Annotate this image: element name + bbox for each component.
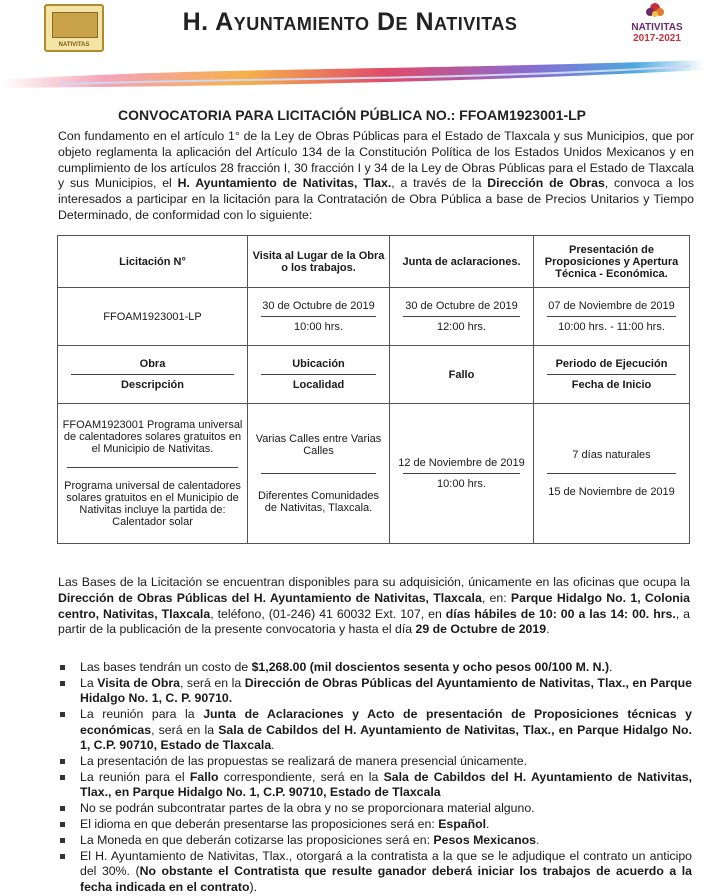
bullet-icon	[60, 759, 65, 764]
convocatoria-title: CONVOCATORIA PARA LICITACIÓN PÚBLICA NO.: FFOAM1923001-LP	[118, 107, 586, 123]
nativitas-logo	[622, 0, 692, 46]
junta-cell	[390, 288, 534, 346]
bullet-icon	[60, 712, 65, 717]
header-periodo-inicio: Periodo de Ejecución Fecha de Inicio	[534, 346, 690, 404]
header-visita: Visita al Lugar de la Obra o los trabajos.	[248, 236, 390, 288]
visita-time: 10:00 hrs.	[294, 321, 343, 333]
visita-date: 30 de Octubre de 2019	[262, 300, 375, 312]
list-item: La reunión para el Fallo correspondiente, será en la Sala de Cabildos del H. Ayuntamiento de Nativitas, Tlax., en Parque Hidalgo No. 1, C.P. 90710, Estado de Tlaxcala	[58, 770, 692, 801]
fallo-time: 10:00 hrs.	[437, 478, 486, 490]
list-item: La Moneda en que deberán cotizarse las proposiciones será en: Pesos Mexicanos.	[58, 833, 692, 848]
logo-years: 2017-2021	[633, 33, 681, 44]
junta-date: 30 de Octubre de 2019	[405, 300, 518, 312]
ubicacion-text: Varias Calles entre Varias Calles	[255, 433, 382, 457]
conditions-list	[58, 660, 692, 896]
periodo-text: 7 días naturales	[572, 449, 651, 461]
header-junta: Junta de aclaraciones.	[390, 236, 534, 288]
bullet-icon	[60, 822, 65, 827]
bases-paragraph: Las Bases de la Licitación se encuentran disponibles para su adquisición, únicamente en las oficinas que ocupa la Dirección de Obras Públicas del H. Ayuntamiento de Nativitas, Tlaxcala, en: Parque Hidalgo No. 1, Colonia centro, Nativitas, Tlaxcala, teléfono, (01-246) 41 60032 Ext. 107, en días hábiles de 10: 00 a las 14: 00. hrs., a partir de la publicación de la presente convocatoria y hasta el día 29 de Octubre de 2019.	[58, 575, 690, 637]
visita-cell	[248, 288, 390, 346]
flower-icon	[644, 0, 666, 20]
list-item: La reunión para la Junta de Aclaraciones y Acto de presentación de Proposiciones técnicas y económicas, será en la Sala de Cabildos del H. Ayuntamiento de Nativitas, Tlax., en Parque Hidalgo No. 1, C.P. 90710, Estado de Tlaxcala.	[58, 707, 692, 753]
page-title: H. Ayuntamiento De Nativitas	[182, 8, 518, 36]
bullet-icon	[60, 665, 65, 670]
municipal-seal	[44, 4, 104, 52]
bullet-icon	[60, 681, 65, 686]
fallo-date: 12 de Noviembre de 2019	[398, 457, 525, 469]
fallo-cell	[390, 404, 534, 544]
header-ubicacion-localidad: Ubicación Localidad	[248, 346, 390, 404]
decorative-swoosh	[0, 54, 704, 98]
list-item: La Visita de Obra, será en la Dirección de Obras Públicas del Ayuntamiento de Nativitas, Tlax., en Parque Hidalgo No. 1, C. P. 90710.	[58, 676, 692, 707]
list-item: No se podrán subcontratar partes de la obra y no se proporcionara material alguno.	[58, 801, 692, 816]
intro-paragraph: Con fundamento en el artículo 1° de la Ley de Obras Públicas para el Estado de Tlaxcala y sus Municipios, que por objeto reglamenta la aplicación del Artículo 134 de la Constitución Política de los Estados Unidos Mexicanos y en cumplimiento de los artículos 28 fracción I, 30 fracción I y 34 de la Ley de Obras Públicas para el Estado de Tlaxcala y sus Municipios, el H. Ayuntamiento de Nativitas, Tlax., a través de la Dirección de Obras, convoca a los interesados a participar en la licitación para la Contratación de Obra Pública a base de Precios Unitarios y Tiempo Determinado, de conformidad con lo siguiente:	[58, 129, 695, 222]
descripcion-text: Programa universal de calentadores solares gratuitos en el Municipio de Nativitas incluye la partida de: Calentador solar	[64, 480, 241, 528]
localidad-text: Diferentes Comunidades de Nativitas, Tlaxcala.	[257, 490, 380, 514]
presentacion-cell	[534, 288, 690, 346]
licitacion-number: FFOAM1923001-LP	[58, 288, 248, 346]
bullet-icon	[60, 806, 65, 811]
list-item: Las bases tendrán un costo de $1,268.00 (mil doscientos sesenta y ocho pesos 00/100 M. N.).	[58, 660, 692, 675]
seal-building-icon	[52, 12, 98, 38]
header-presentacion: Presentación de Proposiciones y Apertura Técnica - Económica.	[534, 236, 690, 288]
presentacion-date: 07 de Noviembre de 2019	[548, 300, 675, 312]
presentacion-time: 10:00 hrs. - 11:00 hrs.	[558, 321, 665, 333]
list-item: La presentación de las propuestas se realizará de manera presencial únicamente.	[58, 754, 692, 769]
header-obra-descripcion: Obra Descripción	[58, 346, 248, 404]
ubicacion-localidad-cell	[248, 404, 390, 544]
obra-descripcion-cell	[58, 404, 248, 544]
header-fallo: Fallo	[390, 346, 534, 404]
bullet-icon	[60, 854, 65, 859]
inicio-text: 15 de Noviembre de 2019	[548, 486, 675, 498]
periodo-inicio-cell	[534, 404, 690, 544]
bullet-icon	[60, 838, 65, 843]
junta-time: 12:00 hrs.	[437, 321, 486, 333]
bullet-icon	[60, 775, 65, 780]
letterhead	[0, 0, 704, 100]
seal-text: NATIVITAS	[58, 42, 90, 48]
licitacion-table	[57, 235, 690, 544]
obra-text: FFOAM1923001 Programa universal de calentadores solares gratuitos en el Municipio de Nativitas.	[62, 419, 243, 455]
header-licitacion: Licitación N°	[58, 236, 248, 288]
logo-name: NATIVITAS	[631, 22, 683, 33]
list-item: El idioma en que deberán presentarse las proposiciones será en: Español.	[58, 817, 692, 832]
list-item: El H. Ayuntamiento de Nativitas, Tlax., otorgará a la contratista a la que se le adjudique el contrato un anticipo del 30%. (No obstante el Contratista que resulte ganador deberá iniciar los trabajos de acuerdo a la fecha indicada en el contrato).	[58, 849, 692, 895]
